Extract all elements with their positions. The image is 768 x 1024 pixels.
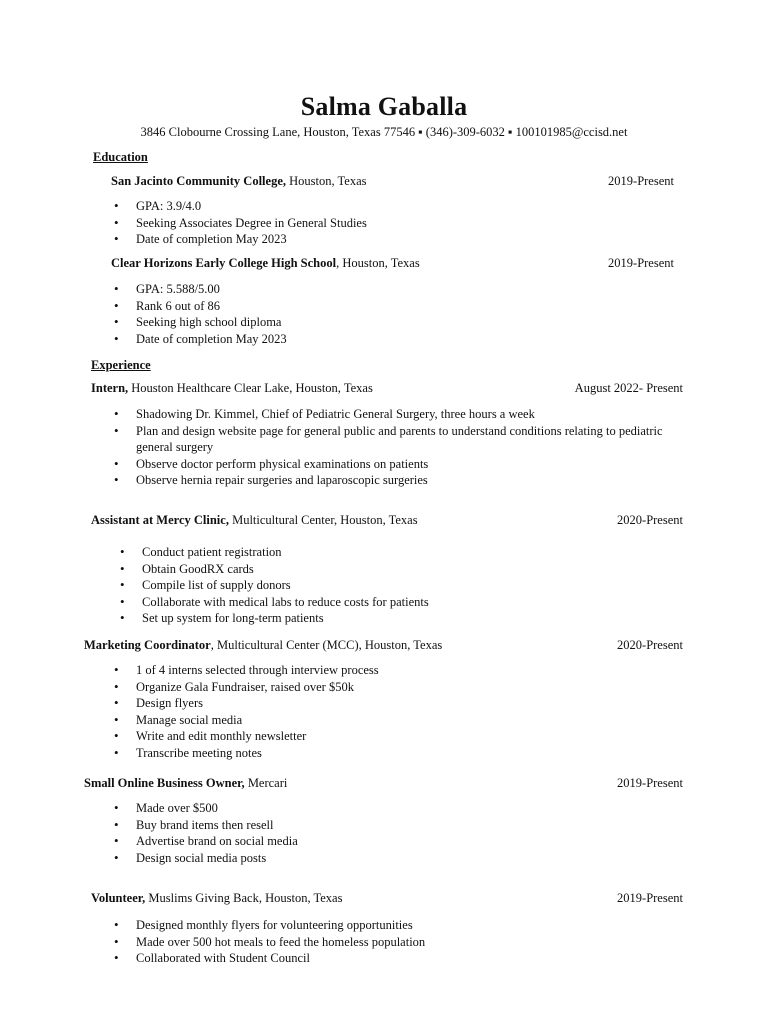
experience-bullets [110, 662, 379, 761]
org-name: Multicultural Center, Houston, Texas [228, 513, 418, 527]
education-heading: Education [93, 150, 148, 164]
list-item: • Shadowing Dr. Kimmel, Chief of Pediatric General Surgery, three hours a week [110, 406, 670, 423]
list-item: • Design flyers [110, 695, 379, 712]
list-item: • Obtain GoodRX cards [116, 561, 429, 578]
list-item: • Compile list of supply donors [116, 577, 429, 594]
experience-dates: 2019-Present [617, 891, 683, 905]
list-item: • 1 of 4 interns selected through interview process [110, 662, 379, 679]
role-title: Volunteer, [91, 891, 146, 905]
list-item: • Observe hernia repair surgeries and laparoscopic surgeries [110, 472, 670, 489]
list-item: • Manage social media [110, 712, 379, 729]
experience-entry-title [91, 513, 418, 528]
list-item: • Write and edit monthly newsletter [110, 728, 379, 745]
list-item: • Date of completion May 2023 [110, 331, 287, 348]
experience-dates: 2019-Present [617, 776, 683, 790]
role-title: Marketing Coordinator [84, 638, 211, 652]
list-item: • GPA: 3.9/4.0 [110, 198, 367, 215]
list-item: • Design social media posts [110, 850, 298, 867]
list-item: • Transcribe meeting notes [110, 745, 379, 762]
list-item: • Observe doctor perform physical examinations on patients [110, 456, 670, 473]
experience-entry-title [91, 381, 373, 396]
list-item: • Rank 6 out of 86 [110, 298, 287, 315]
role-title: Intern, [91, 381, 129, 395]
org-name: Houston Healthcare Clear Lake, Houston, Texas [128, 381, 373, 395]
contact-line: 3846 Clobourne Crossing Lane, Houston, Texas 77546 ▪ (346)-309-6032 ▪ 100101985@ccisd.net [140, 125, 628, 139]
experience-bullets [110, 800, 298, 866]
list-item: • Set up system for long-term patients [116, 610, 429, 627]
school-name: San Jacinto Community College, [111, 174, 286, 188]
experience-bullets [110, 406, 670, 489]
list-item: • Conduct patient registration [116, 544, 429, 561]
list-item: • Buy brand items then resell [110, 817, 298, 834]
experience-entry-title [84, 638, 442, 653]
role-title: Small Online Business Owner, [84, 776, 245, 790]
list-item: • Designed monthly flyers for volunteering opportunities [110, 917, 425, 934]
role-title: Assistant at Mercy Clinic, [91, 513, 229, 527]
list-item: • GPA: 5.588/5.00 [110, 281, 287, 298]
list-item: • Date of completion May 2023 [110, 231, 367, 248]
list-item: • Advertise brand on social media [110, 833, 298, 850]
list-item: • Made over 500 hot meals to feed the homeless population [110, 934, 425, 951]
education-entry-title [111, 174, 367, 189]
experience-dates: August 2022- Present [574, 381, 683, 395]
candidate-name: Salma Gaballa [300, 92, 468, 121]
experience-entry-title [84, 776, 287, 791]
school-location: , Houston, Texas [336, 256, 420, 270]
school-name: Clear Horizons Early College High School [111, 256, 337, 270]
education-bullets [110, 198, 367, 248]
list-item: • Plan and design website page for general public and parents to understand conditions relating to pediatric general surgery [110, 423, 670, 456]
experience-dates: 2020-Present [617, 513, 683, 527]
education-dates: 2019-Present [608, 256, 674, 270]
education-entry-title [111, 256, 420, 271]
list-item: • Collaborated with Student Council [110, 950, 425, 967]
school-location: Houston, Texas [286, 174, 367, 188]
education-dates: 2019-Present [608, 174, 674, 188]
experience-bullets [110, 917, 425, 967]
experience-entry-title [91, 891, 342, 906]
list-item: • Made over $500 [110, 800, 298, 817]
experience-dates: 2020-Present [617, 638, 683, 652]
experience-bullets [116, 544, 429, 627]
org-name: , Multicultural Center (MCC), Houston, Texas [210, 638, 443, 652]
list-item: • Collaborate with medical labs to reduce costs for patients [116, 594, 429, 611]
list-item: • Organize Gala Fundraiser, raised over $50k [110, 679, 379, 696]
list-item: • Seeking Associates Degree in General Studies [110, 215, 367, 232]
org-name: Muslims Giving Back, Houston, Texas [145, 891, 343, 905]
experience-heading: Experience [91, 358, 151, 372]
education-bullets [110, 281, 287, 347]
list-item: • Seeking high school diploma [110, 314, 287, 331]
org-name: Mercari [244, 776, 288, 790]
